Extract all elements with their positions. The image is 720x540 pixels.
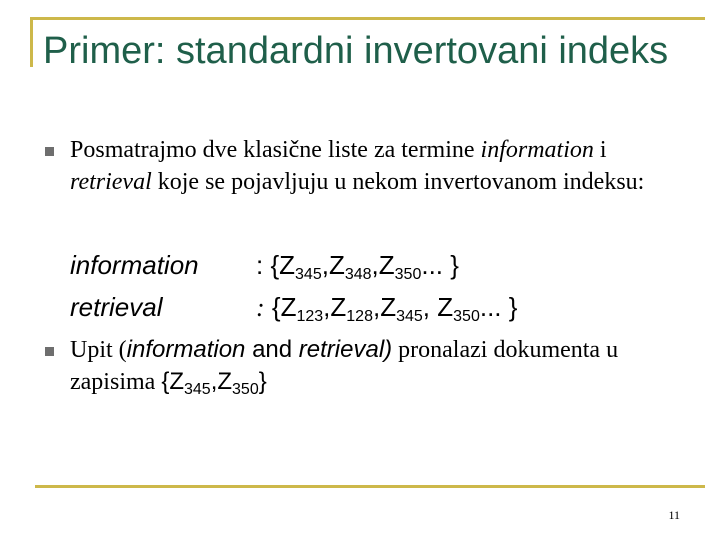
doc-id: 345 [184, 381, 211, 398]
query-term-information: information [126, 336, 246, 363]
bullet2-text-part2: pronalazi dokumenta u zapisima [70, 337, 619, 395]
postings-text: ... } [479, 292, 518, 322]
postings-text: ,Z [321, 250, 345, 280]
bullet1-text-part3: koje se pojavljuju u nekom invertovanom indeksu: [151, 169, 645, 195]
bullet2-text-part1: Upit ( [70, 337, 127, 363]
result-text: } [258, 368, 267, 395]
postings-term: information [70, 250, 199, 280]
doc-id: 350 [232, 381, 259, 398]
doc-id: 350 [394, 266, 422, 283]
query-term-retrieval: retrieval) [298, 336, 393, 363]
result-text: ,Z [210, 368, 233, 395]
bullet-text-1 [70, 134, 690, 198]
postings-text: ,Z [371, 250, 395, 280]
frame-left-rule [30, 17, 33, 67]
frame-bottom-rule [35, 485, 705, 488]
postings-text: : {Z [256, 250, 296, 280]
bullet-marker-2 [45, 347, 54, 356]
page-number: 11 [668, 508, 680, 522]
doc-id: 345 [295, 266, 322, 283]
postings-term: retrieval [70, 292, 163, 322]
slide-title: Primer: standardni invertovani indeks [43, 30, 669, 72]
result-text: {Z [161, 368, 184, 395]
term-retrieval: retrieval [70, 169, 152, 195]
bullet-text-2 [70, 334, 690, 398]
postings-list [256, 287, 517, 328]
bullet1-text-part1: Posmatrajmo dve klasične liste za termine [70, 137, 481, 163]
bullet1-text-part2: i [593, 137, 607, 163]
postings-text: ,Z [323, 292, 347, 322]
query-operator-and: and [245, 336, 299, 363]
doc-id: 348 [344, 266, 372, 283]
postings-text: ,Z [372, 292, 397, 322]
postings-text: ... } [421, 250, 459, 280]
query-result-set [161, 368, 267, 398]
term-information: information [480, 137, 594, 163]
bullet-marker-1 [45, 147, 54, 156]
postings-text: {Z [264, 292, 297, 322]
doc-id: 128 [346, 308, 373, 325]
postings-text: , Z [422, 292, 454, 322]
doc-id: 350 [453, 308, 480, 325]
doc-id: 123 [296, 308, 324, 325]
postings-list [256, 245, 459, 285]
postings-text: : [256, 293, 265, 322]
frame-top-rule [30, 17, 705, 20]
doc-id: 345 [396, 308, 423, 325]
